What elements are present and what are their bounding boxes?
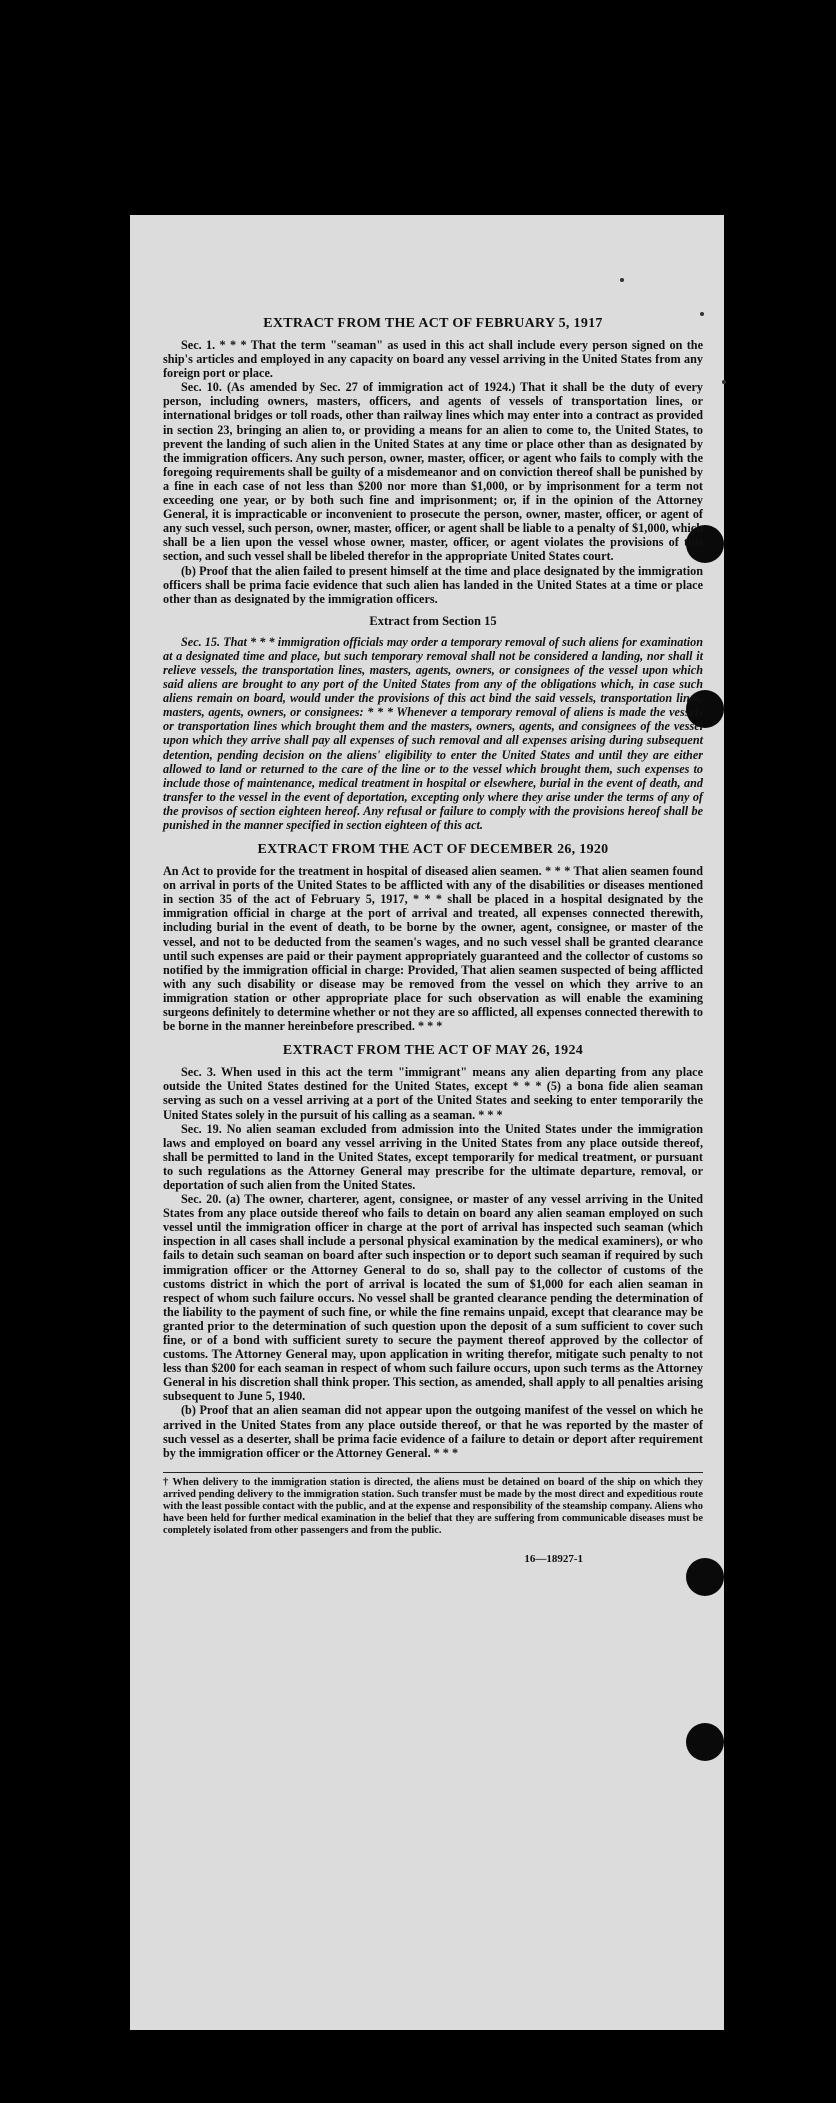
section-10-paragraph: Sec. 10. (As amended by Sec. 27 of immigration act of 1924.) That it shall be the duty of every person, including owners, masters, officers, and agents of vessels of transportation lines, or international bridges or toll roads, other than railway lines which may enter into a contract as provided in section 23, bringing an alien to, or providing a means for an alien to come to, the United States, to prevent the landing of such alien in the United States at any time or place other than as designated by the immigration officers. Any such person, owner, master, officer, or agent who fails to comply with the foregoing requirements shall be guilty of a misdemeanor and on conviction thereof shall be punished by a fine in each case of not less than $200 nor more than $1,000, or by imprisonment for a term not exceeding one year, or by both such fine and imprisonment; or, if in the opinion of the Attorney General, it is impracticable or inconvenient to prosecute the person, owner, master, officer, or agent of any such vessel, such person, owner, master, officer, or agent shall be liable to a penalty of $1,000, which shall be a lien upon the vessel whose owner, master, officer, or agent violates the provisions of this section, and such vessel shall be libeled therefor in the appropriate United States court. (163, 380, 703, 564)
speck (722, 380, 726, 384)
punch-hole (686, 1723, 724, 1761)
heading-act-1924: EXTRACT FROM THE ACT OF MAY 26, 1924 (282, 1043, 584, 1059)
heading-act-1920: EXTRACT FROM THE ACT OF DECEMBER 26, 1920 (257, 842, 609, 858)
section-19-paragraph: Sec. 19. No alien seaman excluded from admission into the United States under the immigration laws and employed on board any vessel arriving in the United States from any place outside thereof, shall be permitted to land in the United States, except temporarily for medical treatment, or pursuant to such regulations as the Attorney General may prescribe for the ultimate departure, removal, or deportation of such alien from the United States. (163, 1121, 703, 1192)
section-3-paragraph: Sec. 3. When used in this act the term "immigrant" means any alien departing from any place outside the United States destined for the United States, except * * * (5) a bona fide alien seaman serving as such on a vessel arriving at a port of the United States and seeking to enter temporarily the United States solely in the pursuit of his calling as a seaman. * * * (163, 1065, 703, 1122)
section-15-paragraph: Sec. 15. That * * * immigration officials may order a temporary removal of such aliens for examination at a designated time and place, but such temporary removal shall not be considered a landing, nor shall it relieve vessels, the transportation lines, masters, agents, owners, or consignees of the vessel upon which said aliens are brought to any port of the United States from any of the obligations which, in case such aliens remain on board, would under the provisions of this act bind the said vessels, transportation lines, masters, agents, owners, or consignees: * * * Whenever a temporary removal of aliens is made the vessels or transportation lines which brought them and the masters, owners, agents, and consignees of the vessel upon which they arrive shall pay all expenses of such removal and all expenses arising during subsequent detention, pending decision on the aliens' eligibility to enter the United States and until they are either allowed to land or returned to the care of the line or to the vessel which brought them, such expenses to include those of maintenance, medical treatment in hospital or elsewhere, burial in the event of death, and transfer to the vessel in the event of deportation, excepting only where they arise under the terms of any of the provisos of section eighteen hereof. Any refusal or failure to comply with the provisions hereof shall be punished in the manner specified in section eighteen of this act. (163, 634, 703, 832)
footnote: † When delivery to the immigration station is directed, the aliens must be detained on board of the ship on which they arrived pending delivery to the immigration station. Such transfer must be made by the most direct and expeditious route with the least possible contact with the public, and at the expense and responsibility of the steamship company. Aliens who have been held for further medical examination in the belief that they are suffering from communicable diseases must be completely isolated from other passengers and from the public. (163, 1472, 703, 1537)
section-20b-paragraph: (b) Proof that an alien seaman did not appear upon the outgoing manifest of the vessel on which he arrived in the United States from any place outside thereof, or that he was reported by the master of such vessel as a deserter, shall be prima facie evidence of a failure to detain or deport after requirement by the immigration officer or the Attorney General. * * * (163, 1403, 703, 1460)
form-number: 16—18927-1 (524, 1552, 583, 1565)
act-1920-paragraph: An Act to provide for the treatment in hospital of diseased alien seamen. * * * That alien seamen found on arrival in ports of the United States to be afflicted with any of the disabilities or diseases mentioned in section 35 of the act of February 5, 1917, * * * shall be placed in a hospital designated by the immigration official in charge at the port of arrival and treated, all expenses connected therewith, including burial in the event of death, to be borne by the owner, agent, consignee, or master of the vessel, and not to be deducted from the seamen's wages, and no such vessel shall be granted clearance until such expenses are paid or their payment appropriately guaranteed and the collector of customs so notified by the immigration official in charge: Provided, That alien seamen suspected of being afflicted with any such disability or disease may be removed from the vessel on which they arrive to an immigration station or other appropriate place for such observation as will enable the examining surgeons definitely to determine whether or not they are so afflicted, all expenses connected therewith to be borne in the manner hereinbefore prescribed. * * * (163, 864, 704, 1034)
section-20-paragraph: Sec. 20. (a) The owner, charterer, agent, consignee, or master of any vessel arriving in the United States from any place outside thereof who fails to detain on board any alien seaman employed on such vessel until the immigration officer in charge at the port of arrival has inspected such seaman (which inspection in all cases shall include a personal physical examination by the medical examiners), or who fails to detain such seaman on board after such inspection or to deport such seaman if required by such immigration officer or the Attorney General to do so, shall pay to the collector of customs of the customs district in which the port of arrival is located the sum of $1,000 for each alien seaman in respect of whom such failure occurs. No vessel shall be granted clearance pending the determination of the liability to the payment of such fine, or while the fine remains unpaid, except that clearance may be granted prior to the determination of such question upon the deposit of a sum sufficient to cover such fine, or of a bond with sufficient surety to secure the payment thereof approved by the collector of customs. The Attorney General may, upon application in writing therefor, mitigate such penalty to not less than $200 for each seaman in respect of whom such failure occurs, upon such terms as the Attorney General in his discretion shall think proper. This section, as amended, shall apply to all penalties arising subsequent to June 5, 1940. (163, 1192, 703, 1404)
section-10b-paragraph: (b) Proof that the alien failed to present himself at the time and place designated by the immigration officers shall be prima facie evidence that such alien has landed in the United States at a time or place other than as designated by the immigration officers. (163, 563, 703, 606)
section-1-paragraph: Sec. 1. * * * That the term "seaman" as used in this act shall include every person signed on the ship's articles and employed in any capacity on board any vessel arriving in the United States from any foreign port or place. (163, 338, 703, 381)
heading-act-1917: EXTRACT FROM THE ACT OF FEBRUARY 5, 1917 (263, 316, 603, 331)
speck (620, 278, 624, 282)
subheading-section-15: Extract from Section 15 (369, 613, 497, 628)
document-body (163, 316, 703, 1565)
